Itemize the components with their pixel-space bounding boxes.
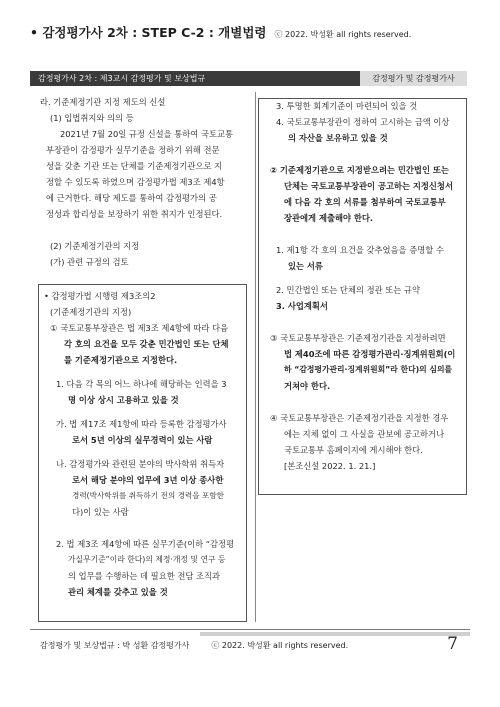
subsection-1: (1) 입법취지와 의의 등: [50, 113, 134, 123]
statute-box-left-content: [44, 288, 244, 600]
item-na-line: 다)이 있는 사람: [72, 507, 129, 517]
clause-2-line: 단체는 국토교통부장관이 공고하는 지정신청서: [284, 181, 453, 191]
footer-copyright: ⓒ 2022. 박성환 all rights reserved.: [211, 641, 349, 650]
item-2-line: 의 업무를 수행하는 데 필요한 전담 조직과: [68, 571, 221, 581]
clause-1-line: 를 기준제정기관으로 지정한다.: [64, 355, 178, 365]
clause-3-line: 법 제40조에 따른 감정평가관리·징계위원회(이: [284, 349, 456, 359]
item-1-line: 1. 다음 각 목의 어느 하나에 해당하는 인력을 3: [56, 379, 227, 389]
item-na-line: 경력(박사학위를 취득하기 전의 경력을 포함한: [72, 491, 224, 500]
subsection-3: (가) 관련 규정의 검토: [50, 257, 129, 267]
document-title: [30, 23, 470, 41]
header-bar-right: 감정평가 및 감정평가사: [360, 71, 467, 86]
item-ga-line: 가. 법 제17조 제1항에 따라 등록한 감정평가사: [56, 419, 227, 429]
title-text: • 감정평가사 2차 : STEP C-2 : 개별법령: [30, 25, 267, 40]
column-divider: [255, 92, 256, 622]
doc-item-2: 2. 민간법인 또는 단체의 정관 또는 규약: [276, 285, 420, 295]
clause-4-line: 국토교통부 홈페이지에 게시해야 한다.: [284, 445, 423, 455]
body-line: 정성과 합리성을 보장하기 위한 취지가 인정된다.: [46, 209, 223, 219]
body-line: 2021년 7월 20일 규정 신설을 통하여 국토교통: [60, 129, 233, 139]
footer-rule: [30, 629, 470, 630]
clause-4-line: ④ 국토교통부장관은 기준제정기관을 지정한 경우: [270, 413, 449, 423]
item-4-line: 4. 국토교통부장관이 정하여 고시하는 금액 이상: [276, 117, 450, 127]
item-2-line: 가실무기준”이라 한다)의 제정·개정 및 연구 등: [68, 555, 226, 564]
enactment-note: [본조신설 2022. 1. 21.]: [284, 461, 376, 471]
item-2-line: 2. 법 제3조 제4항에 따른 실무기준(이하 “감정평: [56, 539, 235, 549]
clause-2-line: ② 기준제정기관으로 지정받으려는 민간법인 또는: [270, 165, 449, 175]
footer-left: 감정평가 및 보상법규 : 박 성환 감정평가사: [40, 641, 190, 650]
footer: [40, 640, 460, 651]
clause-3-line: ③ 국토교통부장관은 기준제정기관을 지정하려면: [270, 333, 446, 343]
clause-4-line: 에는 지체 없이 그 사실을 관보에 공고하거나: [284, 429, 445, 439]
body-line: 정할 수 있도록 하였으며 감정평가법 제3조 제4항: [46, 177, 225, 187]
statute-box-right-content: [266, 98, 464, 474]
doc-item-1-line: 있는 서류: [288, 261, 323, 271]
header-copyright: ⓒ 2022. 박성환 all rights reserved.: [274, 30, 412, 39]
footer-bar: [200, 632, 470, 636]
page-number: 7: [447, 634, 458, 654]
section-title: 라. 기준제정기관 지정 제도의 신설: [40, 97, 166, 107]
item-na-line: 로서 해당 분야의 업무에 3년 이상 종사한: [72, 475, 224, 485]
clause-3-line: 거쳐야 한다.: [284, 381, 331, 391]
header-bar-left: 감정평가사 2차 : 제3교시 감정평가 및 보상법규: [38, 74, 206, 83]
clause-3-line: 하 “감정평가관리·징계위원회”라 한다)의 심의를: [284, 365, 453, 374]
statute-subtitle: (기준제정기관의 지정): [50, 307, 132, 317]
header-bar: [30, 71, 467, 86]
item-na-line: 나. 감정평가와 관련된 분야의 박사학위 취득자: [56, 459, 225, 469]
statute-title: • 감정평가법 시행령 제3조의2: [44, 291, 156, 301]
body-line: 에 근거한다. 해당 제도를 통하여 감정평가의 공: [46, 193, 217, 203]
clause-2-line: 에 다음 각 호의 서류를 첨부하여 국토교통부: [284, 197, 446, 207]
item-3: 3. 투명한 회계기준이 마련되어 있을 것: [276, 101, 418, 111]
body-line: 성을 갖춘 기관 또는 단체를 기준제정기관으로 지: [46, 161, 223, 171]
doc-item-3: 3. 사업계획서: [276, 301, 328, 311]
item-2-line: 관리 체계를 갖추고 있을 것: [68, 587, 168, 597]
subsection-2: (2) 기준제정기관의 지정: [50, 241, 140, 251]
left-column: [40, 94, 248, 270]
clause-1-line: ① 국토교통부장관은 법 제3조 제4항에 따라 다음: [50, 323, 229, 333]
item-1-line: 명 이상 상시 고용하고 있을 것: [68, 395, 179, 405]
body-paragraph: [40, 126, 248, 222]
body-line: 부장관이 감정평가 실무기준을 정하기 위해 전문: [46, 145, 220, 155]
clause-2-line: 장관에게 제출해야 한다.: [284, 213, 374, 223]
item-ga-line: 로서 5년 이상의 실무경력이 있는 사람: [72, 435, 213, 445]
item-4-line: 의 자산을 보유하고 있을 것: [288, 133, 388, 143]
doc-item-1-line: 1. 제1항 각 호의 요건을 갖추었음을 증명할 수: [276, 245, 444, 255]
clause-1-line: 각 호의 요건을 모두 갖춘 민간법인 또는 단체: [64, 339, 229, 349]
